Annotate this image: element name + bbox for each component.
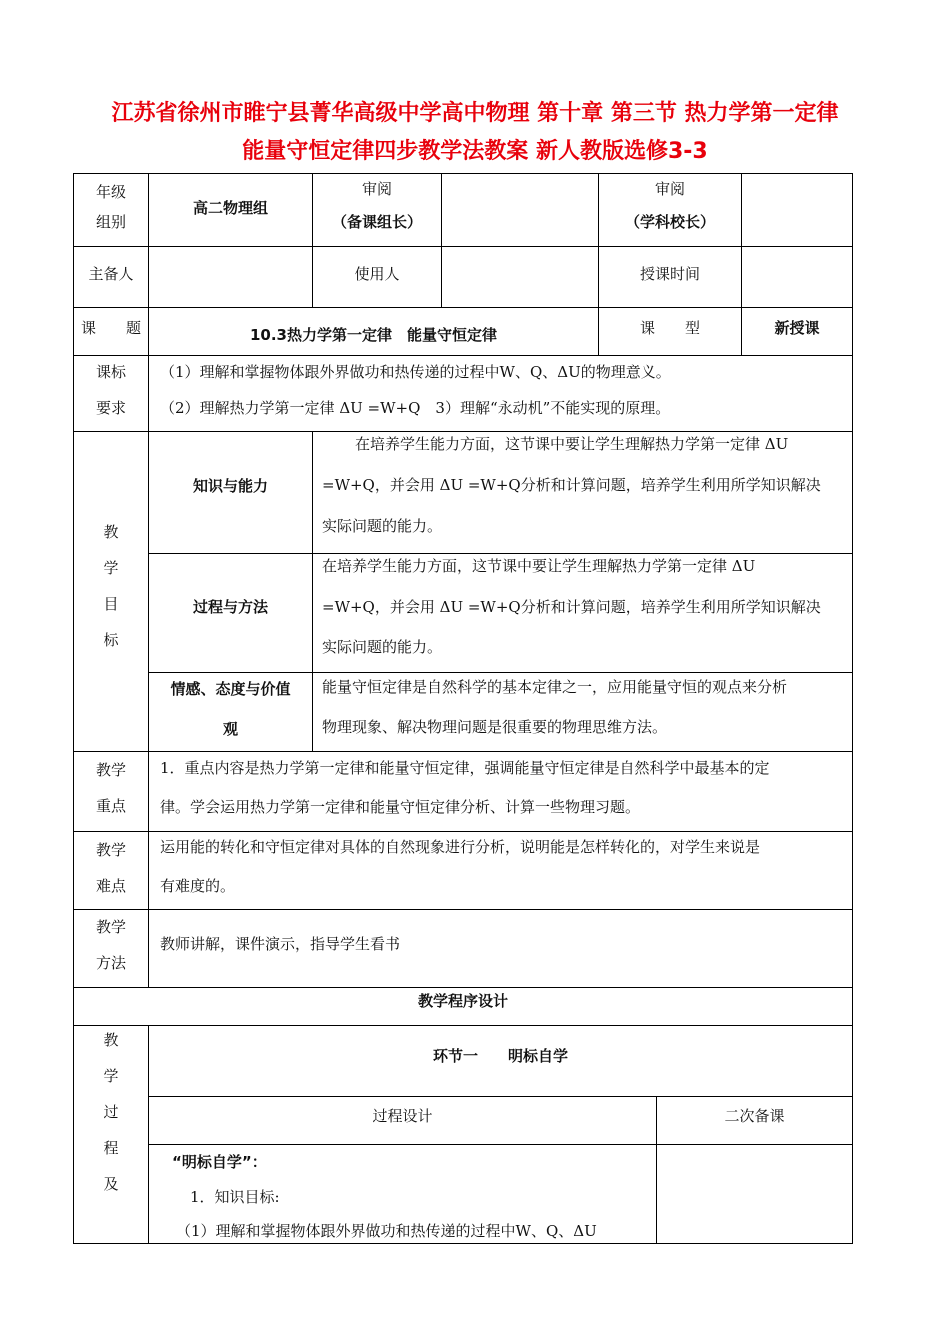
table-rule — [148, 1144, 853, 1145]
item-heading: “明标自学”： — [172, 1153, 267, 1171]
objectives-label-char: 教 — [103, 523, 119, 541]
difficulties-line: 运用能的转化和守恒定律对具体的自然现象进行分析，说明能是怎样转化的，对学生来说是 — [160, 838, 761, 856]
table-rule — [312, 431, 313, 751]
procedure-label-char: 程 — [103, 1139, 119, 1157]
objectives-label-char: 标 — [103, 631, 119, 649]
table-rule — [73, 355, 853, 356]
objective-text-line: =W+Q，并会用 ΔU =W+Q分析和计算问题，培养学生利用所学知识解决 — [322, 476, 821, 494]
table-rule — [73, 246, 853, 247]
review-role-label: （备课组长） — [331, 213, 422, 231]
review-label: 审阅 — [654, 180, 685, 198]
table-rule — [148, 1096, 853, 1097]
emotion-label: 观 — [222, 720, 238, 738]
difficulties-label: 教学 — [95, 841, 126, 859]
objective-text-line: =W+Q，并会用 ΔU =W+Q分析和计算问题，培养学生利用所学知识解决 — [322, 598, 821, 616]
table-border-top — [73, 173, 853, 174]
key-points-line: 1．重点内容是热力学第一定律和能量守恒定律，强调能量守恒定律是自然科学中最基本的定 — [160, 759, 770, 777]
standards-label: 要求 — [95, 399, 126, 417]
standards-line: （2）理解热力学第一定律 ΔU =W+Q 3）理解“永动机”不能实现的原理。 — [160, 399, 671, 417]
review-role-label: （学科校长） — [624, 213, 715, 231]
type-label: 课 型 — [639, 319, 700, 337]
table-rule — [441, 173, 442, 307]
preparer-label: 主备人 — [88, 265, 134, 283]
methods-label: 方法 — [95, 954, 126, 972]
objectives-label-char: 目 — [103, 595, 119, 613]
topic-label: 课 题 — [80, 319, 141, 337]
table-border-bottom — [73, 1243, 853, 1244]
column-header-secondary: 二次备课 — [724, 1107, 785, 1125]
grade-label: 年级 — [95, 183, 126, 201]
table-rule — [148, 173, 149, 987]
procedure-label-char: 学 — [103, 1067, 119, 1085]
objective-text-line: 物理现象、解决物理问题是很重要的物理思维方法。 — [322, 718, 668, 736]
group-label: 组别 — [95, 213, 126, 231]
column-header-design: 过程设计 — [372, 1107, 433, 1125]
methods-text: 教师讲解，课件演示，指导学生看书 — [160, 935, 401, 953]
item-line: 1．知识目标: — [190, 1188, 280, 1206]
review-label: 审阅 — [361, 180, 392, 198]
procedure-label-char: 及 — [103, 1175, 119, 1193]
knowledge-label: 知识与能力 — [192, 477, 268, 495]
emotion-label: 情感、态度与价值 — [170, 680, 291, 698]
key-points-line: 律。学会运用热力学第一定律和能量守恒定律分析、计算一些物理习题。 — [160, 798, 641, 816]
table-rule — [73, 751, 853, 752]
objective-text-line: 实际问题的能力。 — [322, 638, 443, 656]
table-rule — [73, 431, 853, 432]
procedure-label-char: 教 — [103, 1031, 119, 1049]
table-border-right — [852, 173, 853, 1244]
objective-text-line: 在培养学生能力方面，这节课中要让学生理解热力学第一定律 ΔU — [355, 435, 789, 453]
objective-text-line: 能量守恒定律是自然科学的基本定律之一，应用能量守恒的观点来分析 — [322, 678, 788, 696]
topic-value: 10.3热力学第一定律 能量守恒定律 — [249, 326, 497, 344]
type-value: 新授课 — [774, 319, 820, 337]
item-line: （1）理解和掌握物体跟外界做功和热传递的过程中W、Q、ΔU — [176, 1222, 597, 1240]
standards-label: 课标 — [95, 363, 126, 381]
procedure-label-char: 过 — [103, 1103, 119, 1121]
process-label: 过程与方法 — [192, 598, 268, 616]
user-label: 使用人 — [354, 265, 400, 283]
group-value: 高二物理组 — [192, 199, 268, 217]
table-rule — [148, 672, 853, 673]
table-rule — [148, 553, 853, 554]
table-rule — [73, 831, 853, 832]
objective-text-line: 实际问题的能力。 — [322, 517, 443, 535]
document-title-line-1: 江苏省徐州市睢宁县菁华高级中学高中物理 第十章 第三节 热力学第一定律 — [111, 101, 839, 126]
table-rule — [73, 307, 853, 308]
key-points-label: 教学 — [95, 761, 126, 779]
table-rule — [73, 1025, 853, 1026]
difficulties-line: 有难度的。 — [160, 877, 236, 895]
procedure-heading: 教学程序设计 — [417, 992, 508, 1010]
difficulties-label: 难点 — [95, 877, 126, 895]
standards-line: （1）理解和掌握物体跟外界做功和热传递的过程中W、Q、ΔU的物理意义。 — [160, 363, 671, 381]
teaching-time-label: 授课时间 — [639, 265, 700, 283]
objective-text-line: 在培养学生能力方面，这节课中要让学生理解热力学第一定律 ΔU — [322, 557, 756, 575]
document-title-line-2: 能量守恒定律四步教学法教案 新人教版选修3-3 — [242, 139, 708, 164]
objectives-label-char: 学 — [103, 559, 119, 577]
methods-label: 教学 — [95, 918, 126, 936]
table-rule — [73, 909, 853, 910]
stage-title: 环节一 明标自学 — [432, 1047, 568, 1065]
table-rule — [73, 987, 853, 988]
key-points-label: 重点 — [95, 797, 126, 815]
